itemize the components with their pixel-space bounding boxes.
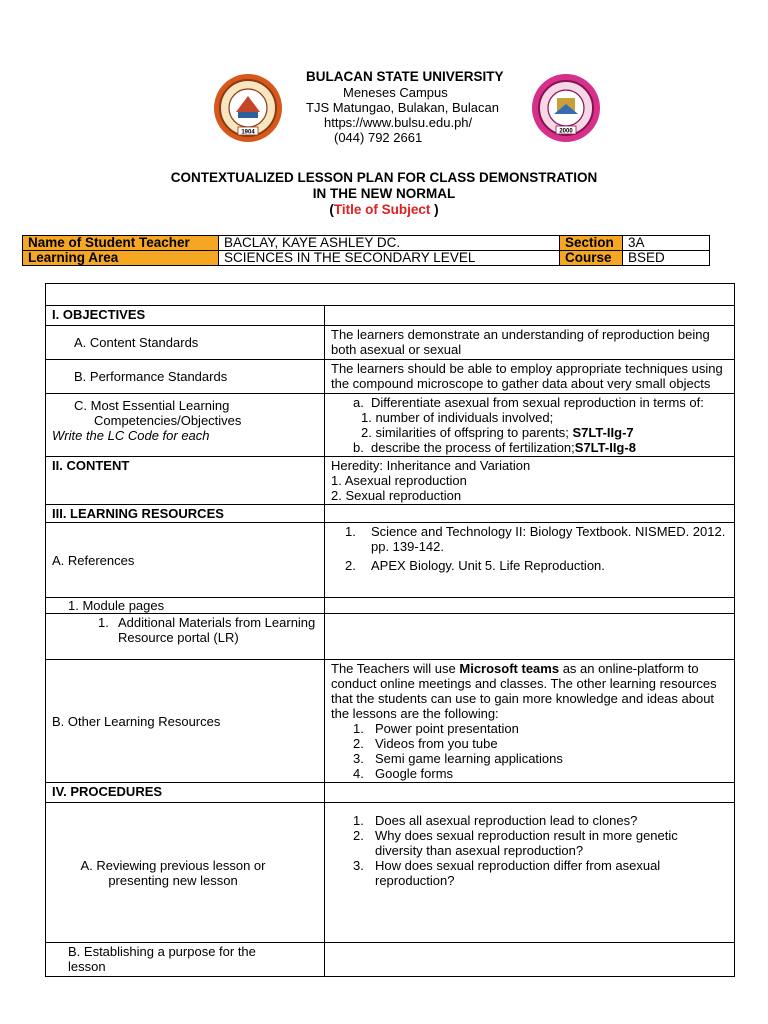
list-item: 2. Videos from you tube (353, 736, 498, 751)
review-questions (325, 803, 735, 943)
resources-heading: III. LEARNING RESOURCES (46, 505, 325, 523)
question-item: 3. How does sexual reproduction differ from asexual reproduction? (353, 858, 661, 888)
question-item: 2. Why does sexual reproduction result in more genetic diversity than asexual reproduction? (353, 828, 678, 858)
subject-title: Title of Subject (333, 202, 431, 217)
objectives-heading: I. OBJECTIVES (46, 306, 325, 326)
svg-text:1904: 1904 (241, 129, 255, 136)
purpose-label: B. Establishing a purpose for the lesson (46, 943, 325, 977)
other-resources-label: B. Other Learning Resources (46, 660, 325, 783)
bulsu-logo-left (212, 72, 284, 144)
phone-number: (044) 792 2661 (334, 130, 423, 145)
list-item: 3. Semi game learning applications (353, 751, 563, 766)
subject-title-line: (Title of Subject ) (329, 202, 439, 217)
list-item: 4. Google forms (353, 766, 454, 781)
course-label: Course (560, 251, 623, 266)
list-item: 1. Power point presentation (353, 721, 519, 736)
module-pages-label: 1. Module pages (46, 598, 325, 614)
name-label: Name of Student Teacher (23, 236, 219, 251)
content-topics: Heredity: Inheritance and Variation 1. Asexual reproduction 2. Sexual reproduction (325, 457, 735, 505)
references-label: A. References (46, 523, 325, 598)
review-label: A. Reviewing previous lesson or presenting new lesson (46, 803, 325, 943)
campus-logo-right (530, 72, 602, 144)
section-label: Section (560, 236, 623, 251)
content-standards-label: A. Content Standards (46, 326, 325, 360)
question-item: 1. Does all asexual reproduction lead to clones? (353, 813, 638, 828)
area-label: Learning Area (23, 251, 219, 266)
content-standards-text: The learners demonstrate an understanding of reproduction being both asexual or sexual (325, 326, 735, 360)
other-resources-list (331, 721, 728, 781)
lesson-plan-table (45, 283, 735, 977)
course-value: BSED (623, 251, 710, 266)
references-list: 1. Science and Technology II: Biology Textbook. NISMED. 2012. pp. 139-142. 2. APEX Biology. Unit 5. Life Reproduction. (325, 523, 735, 598)
melc-text: a. Differentiate asexual from sexual reproduction in terms of: 1. number of individuals involved; 2. similarities of offspring to parents; S7LT-IIg-7 b. describe the process of fertilization; S7LT-IIg-8 (325, 394, 735, 457)
campus-name: Meneses Campus (343, 85, 448, 100)
lesson-plan-subtitle: IN THE NEW NORMAL (312, 186, 456, 201)
student-info-table (22, 235, 710, 266)
performance-standards-label: B. Performance Standards (46, 360, 325, 394)
blank-row (46, 284, 735, 306)
university-name: BULACAN STATE UNIVERSITY (306, 69, 504, 84)
svg-text:2000: 2000 (559, 128, 573, 135)
melc-label: C. Most Essential Learning Competencies/Objectives Write the LC Code for each (46, 394, 325, 457)
other-resources-text: The Teachers will use Microsoft teams as an online-platform to conduct online meetings and classes. The other learning resources that the students can use to gain more knowledge and ideas about the lessons are the following: 1. Power point presentation 2. Videos from you tube 3. Semi game learning applications 4. Google forms (325, 660, 735, 783)
question-list (331, 813, 728, 888)
procedures-heading: IV. PROCEDURES (46, 783, 325, 803)
additional-materials-label: 1. Additional Materials from Learning Resource portal (LR) (46, 614, 325, 660)
area-value: SCIENCES IN THE SECONDARY LEVEL (219, 251, 560, 266)
lesson-plan-title: CONTEXTUALIZED LESSON PLAN FOR CLASS DEMONSTRATION (170, 170, 598, 185)
website-link[interactable]: https://www.bulsu.edu.ph/ (324, 115, 473, 130)
performance-standards-text: The learners should be able to employ appropriate techniques using the compound microscope to gather data about very small objects (325, 360, 735, 394)
content-heading: II. CONTENT (46, 457, 325, 505)
name-value: BACLAY, KAYE ASHLEY DC. (219, 236, 560, 251)
section-value: 3A (623, 236, 710, 251)
campus-address: TJS Matungao, Bulakan, Bulacan (306, 100, 499, 115)
